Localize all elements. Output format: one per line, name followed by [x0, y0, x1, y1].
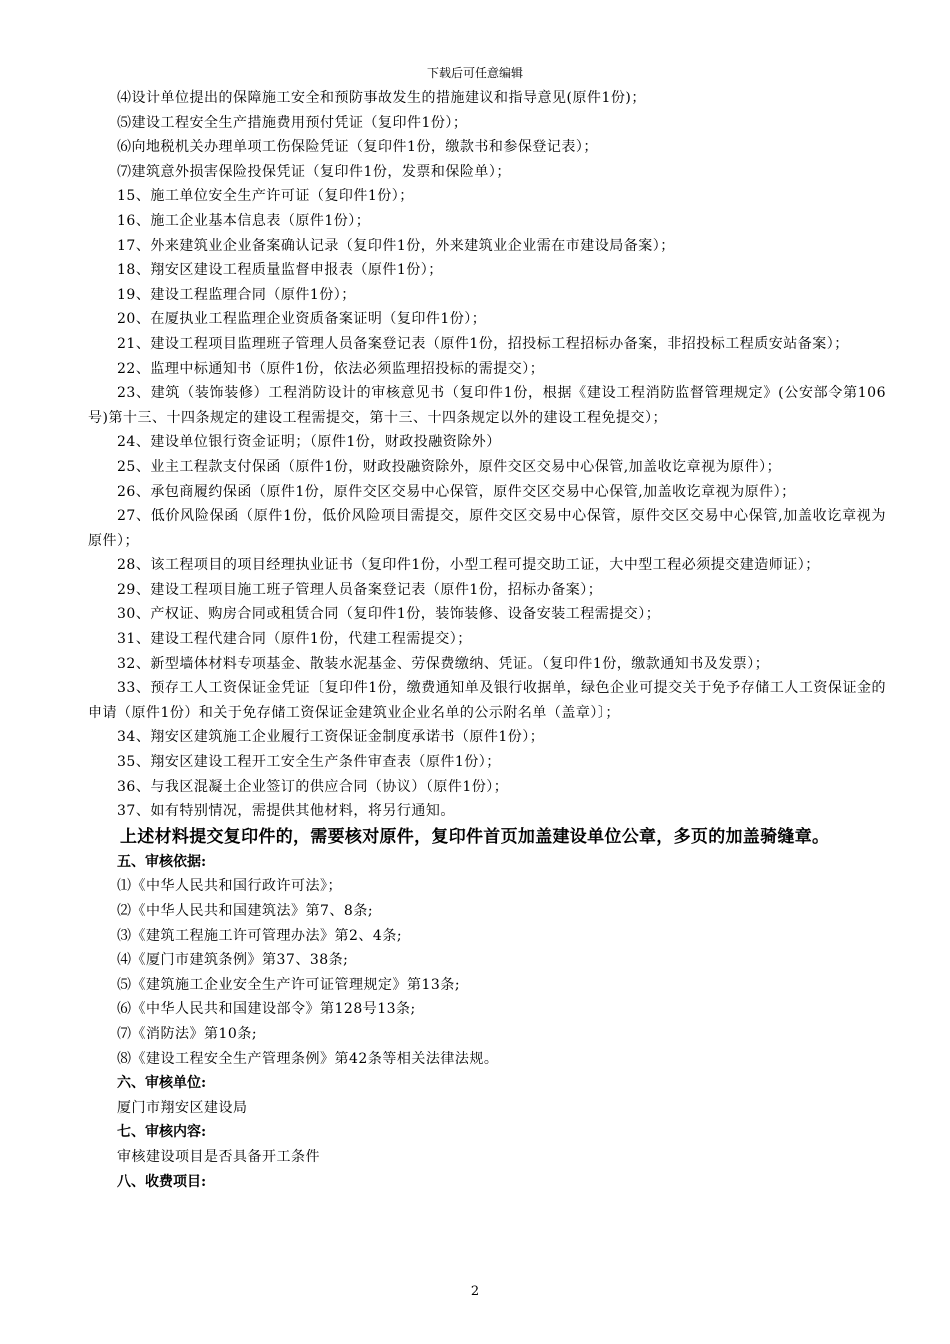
basis-item: ⑶《建筑工程施工许可管理办法》第2、4条; [117, 927, 403, 944]
list-item: ⑸建设工程安全生产措施费用预付凭证（复印件1份）； [117, 114, 468, 131]
notice-text: 上述材料提交复印件的，需要核对原件，复印件首页加盖建设单位公章，多页的加盖骑缝章。 [120, 826, 830, 847]
list-item: 35、翔安区建设工程开工安全生产条件审查表（原件1份）； [117, 754, 501, 771]
basis-item: ⑵《中华人民共和国建筑法》第7、8条; [117, 903, 374, 919]
list-item: 23、建筑（装饰装修）工程消防设计的审核意见书（复印件1份，根据《建设工程消防监督管理规定》(公安部令第106号)第十三、十四条规定的建设工程需提交，第十三、十四条规定以外的建设工程免提交）； [88, 385, 886, 426]
list-item: 20、在厦执业工程监理企业资质备案证明（复印件1份）； [117, 311, 487, 328]
list-item: 16、施工企业基本信息表（原件1份）； [117, 212, 371, 229]
page-number: 2 [470, 1284, 480, 1299]
list-item: 19、建设工程监理合同（原件1份）； [117, 286, 356, 303]
basis-item: ⑺《消防法》第10条; [117, 1025, 258, 1042]
list-item: 29、建设工程项目施工班子管理人员备案登记表（原件1份，招标办备案）； [117, 581, 603, 598]
basis-item: ⑴《中华人民共和国行政许可法》； [117, 878, 342, 895]
list-item: 37、如有特别情况，需提供其他材料，将另行通知。 [117, 803, 455, 820]
list-item: 34、翔安区建筑施工企业履行工资保证金制度承诺书（原件1份）； [117, 729, 545, 746]
list-item: 32、新型墙体材料专项基金、散装水泥基金、劳保费缴纳、凭证。（复印件1份，缴款通知书及发票）； [117, 655, 770, 672]
list-item: 30、产权证、购房合同或租赁合同（复印件1份，装饰装修、设备安装工程需提交）； [117, 606, 661, 623]
list-item: 15、施工单位安全生产许可证（复印件1份）； [117, 188, 414, 205]
section-heading-content: 七、审核内容: [117, 1124, 207, 1141]
list-item: 24、建设单位银行资金证明；（原件1份，财政投融资除外） [117, 434, 501, 451]
list-item: 26、承包商履约保函（原件1份，原件交区交易中心保管，原件交区交易中心保管,加盖收讫章视为原件）； [117, 483, 796, 500]
section-heading-basis: 五、审核依据: [117, 853, 207, 870]
basis-item: ⑸《建筑施工企业安全生产许可证管理规定》第13条; [117, 976, 461, 993]
page-header: 下载后可任意编辑 [426, 66, 523, 80]
review-unit-text: 厦门市翔安区建设局 [117, 1099, 248, 1116]
list-item: 18、翔安区建设工程质量监督申报表（原件1份）； [117, 262, 443, 279]
list-item: ⑷设计单位提出的保障施工安全和预防事故发生的措施建议和指导意见(原件1份)； [117, 90, 646, 106]
section-heading-fees: 八、收费项目: [117, 1173, 207, 1190]
list-item: 33、预存工人工资保证金凭证〔复印件1份，缴费通知单及银行收据单，绿色企业可提交关于免予存储工人工资保证金的申请（原件1份）和关于免存储工资保证金建筑业企业名单的公示附名单（盖章）〕； [88, 680, 886, 721]
list-item: ⑹向地税机关办理单项工伤保险凭证（复印件1份，缴款书和参保登记表）； [117, 139, 598, 156]
review-content-text: 审核建设项目是否具备开工条件 [117, 1148, 320, 1165]
list-item: 17、外来建筑业企业备案确认记录（复印件1份，外来建筑业企业需在市建设局备案）； [117, 237, 675, 254]
section-heading-unit: 六、审核单位: [117, 1075, 207, 1092]
basis-item: ⑷《厦门市建筑条例》第37、38条; [117, 952, 349, 969]
list-item: 31、建设工程代建合同（原件1份，代建工程需提交）； [117, 631, 472, 648]
document-body [88, 86, 886, 1194]
list-item: 27、低价风险保函（原件1份，低价风险项目需提交，原件交区交易中心保管，原件交区交易中心保管,加盖收讫章视为原件）； [88, 508, 886, 549]
list-item: 36、与我区混凝土企业签订的供应合同（协议）（原件1份）； [117, 778, 509, 795]
list-item: 21、建设工程项目监理班子管理人员备案登记表（原件1份，招投标工程招标办备案，非招投标工程质安站备案）； [117, 335, 849, 352]
basis-item: ⑹《中华人民共和国建设部令》第128号13条; [117, 1001, 416, 1018]
list-item: 25、业主工程款支付保函（原件1份，财政投融资除外，原件交区交易中心保管,加盖收讫章视为原件）； [117, 458, 782, 475]
list-item: 28、该工程项目的项目经理执业证书（复印件1份，小型工程可提交助工证，大中型工程必须提交建造师证）； [117, 557, 820, 574]
basis-item: ⑻《建设工程安全生产管理条例》第42条等相关法律法规。 [117, 1050, 499, 1067]
list-item: ⑺建筑意外损害保险投保凭证（复印件1份，发票和保险单）； [117, 163, 511, 180]
list-item: 22、监理中标通知书（原件1份，依法必须监理招投标的需提交）； [117, 360, 545, 377]
